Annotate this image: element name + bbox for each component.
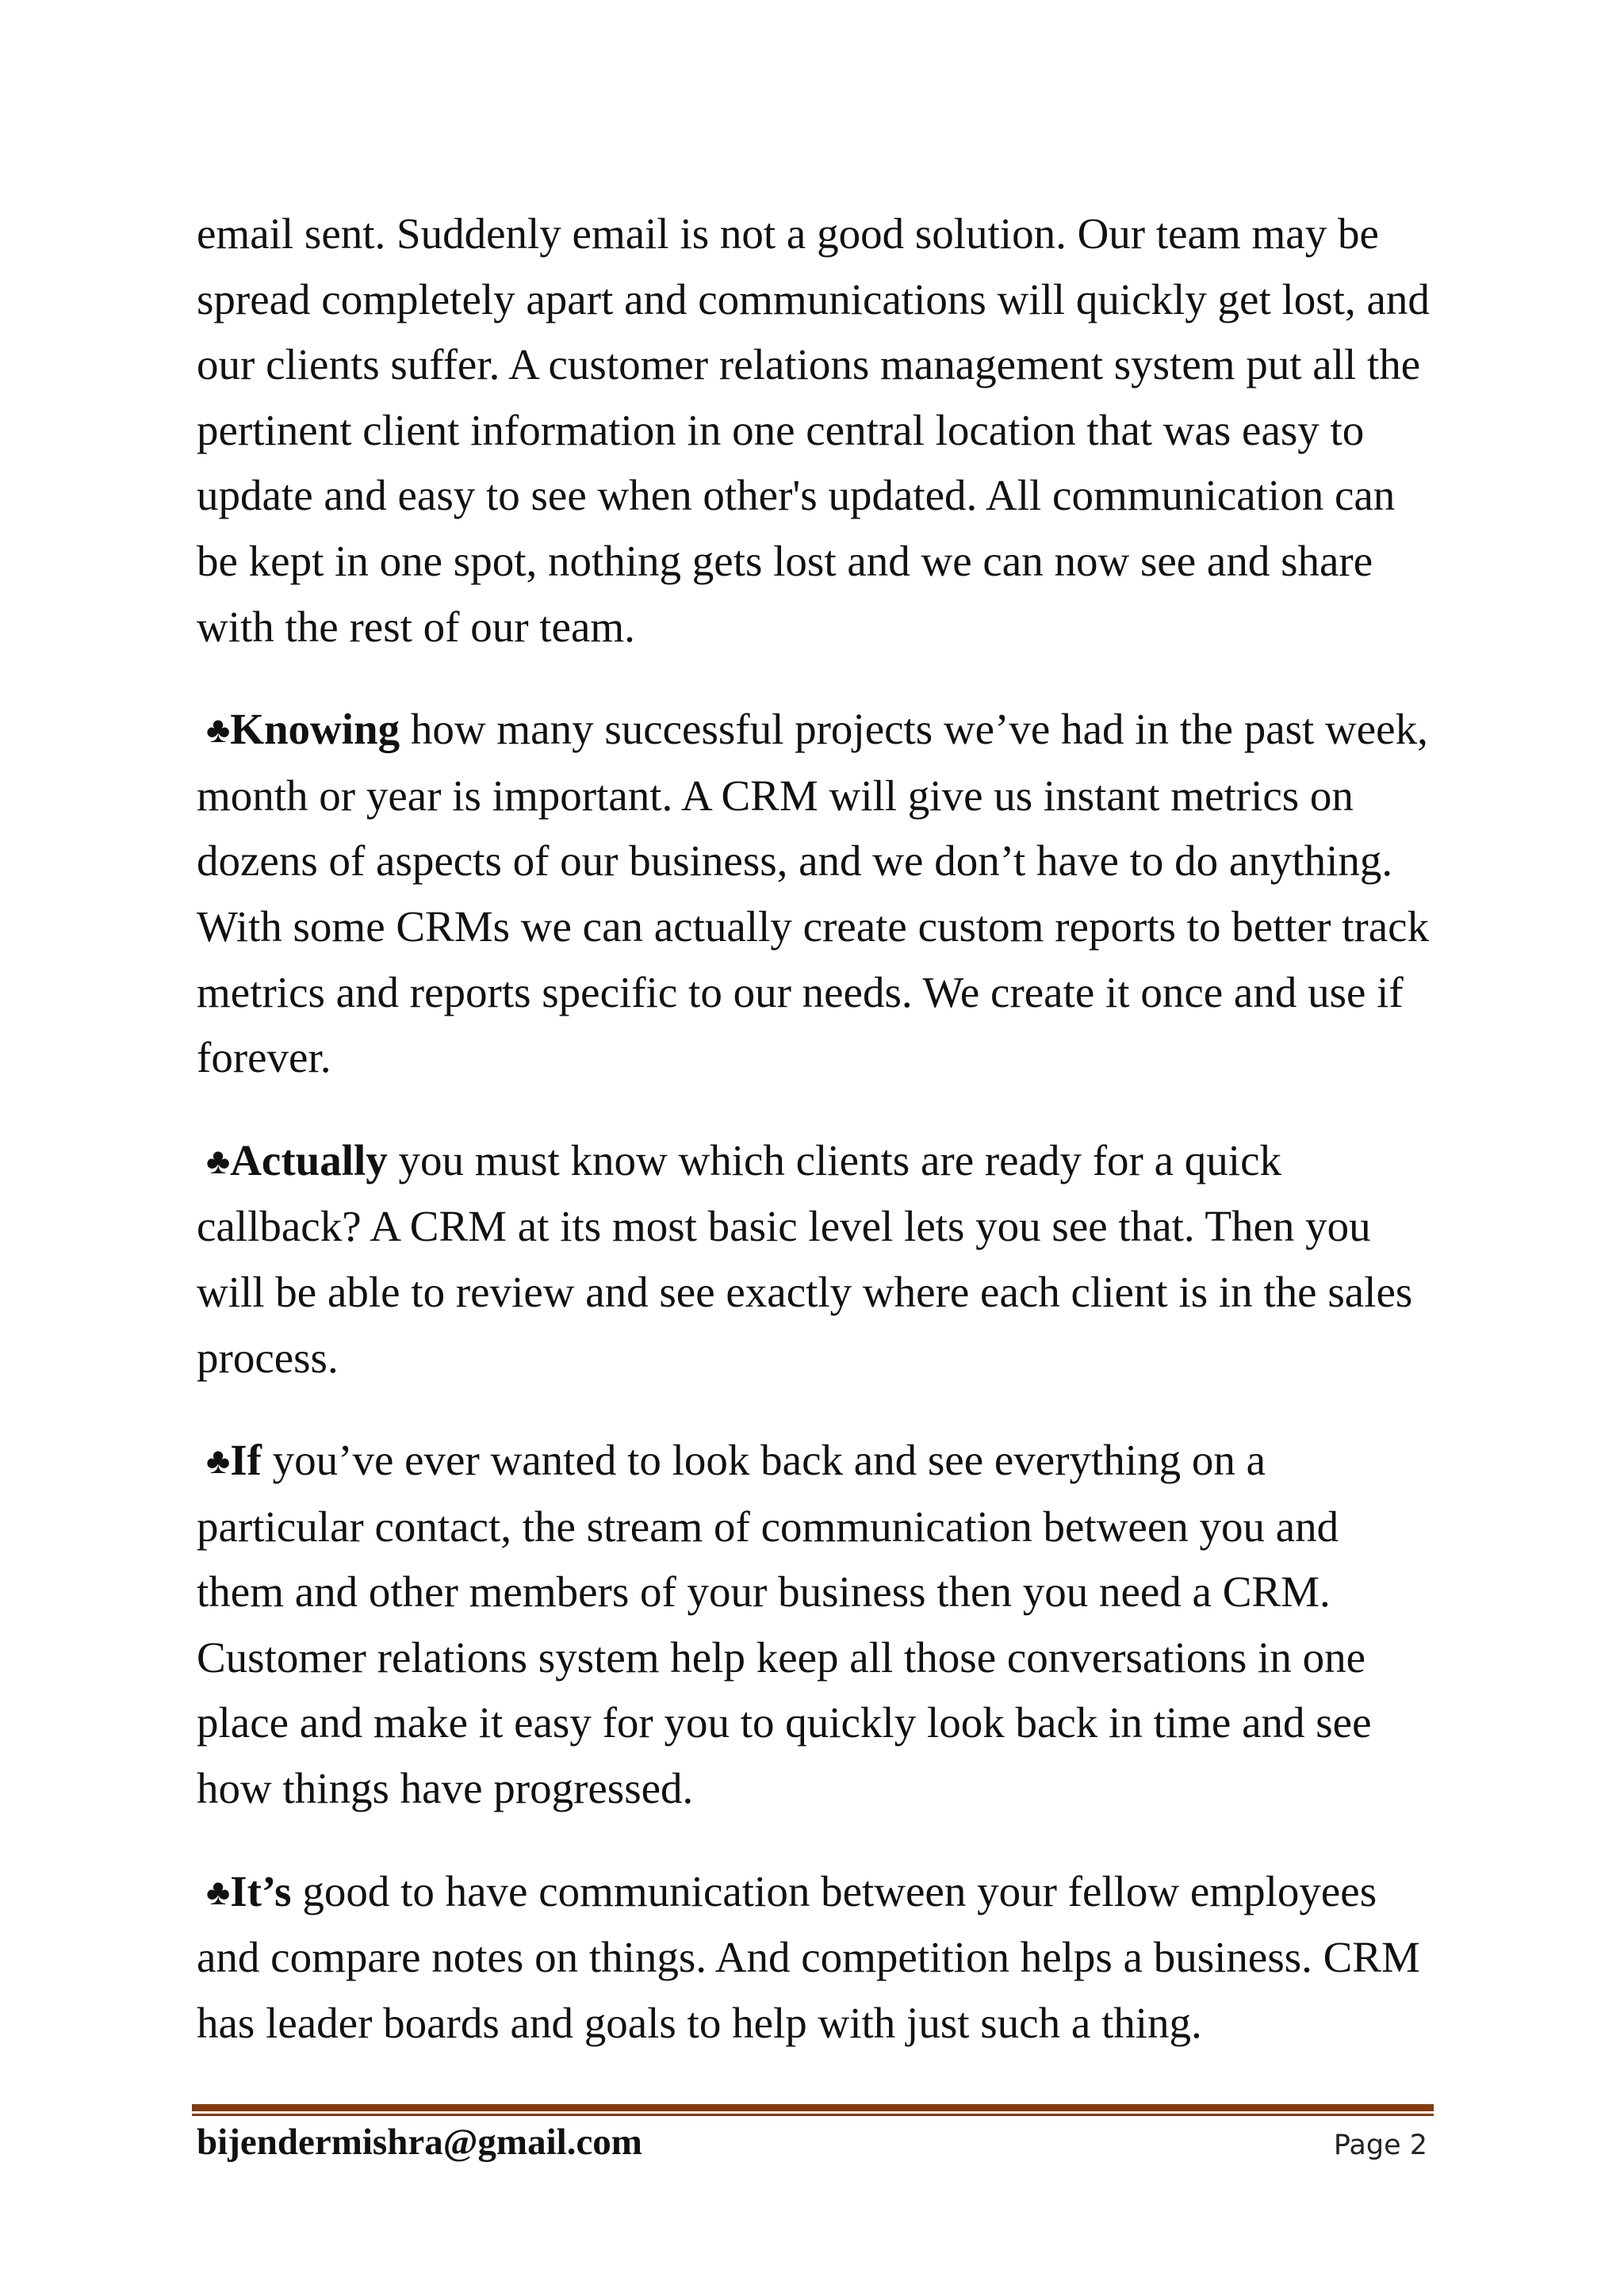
club-bullet-icon: ♣: [206, 1441, 231, 1482]
club-bullet-icon: ♣: [206, 1871, 231, 1912]
bullet-paragraph-its: [197, 1859, 1434, 2057]
club-bullet-icon: ♣: [206, 1140, 231, 1181]
bullet-paragraph-if: [197, 1428, 1434, 1822]
bullet-lead-word: Actually: [230, 1135, 388, 1184]
document-body: [197, 201, 1434, 2056]
bullet-text: good to have communication between your fellow employees and compare notes on things. And competition helps a business. CRM has leader boards and goals to help with just such a thing.: [197, 1866, 1420, 2047]
footer-email: bijendermishra@gmail.com: [197, 2122, 642, 2163]
club-bullet-icon: ♣: [206, 710, 231, 751]
bullet-lead-word: Knowing: [230, 705, 400, 754]
bullet-paragraph-knowing: [197, 697, 1434, 1091]
footer-divider-thin: [192, 2114, 1434, 2116]
footer-divider-thick: [192, 2104, 1434, 2111]
bullet-lead-word: It’s: [230, 1866, 292, 1915]
bullet-text: you’ve ever wanted to look back and see everything on a particular contact, the stream of communication between you and them and other members of your business then you need a CRM. Customer relations system help keep all those conversations in one place and make it easy for you to quickly look back in time and see how things have progressed.: [197, 1436, 1372, 1813]
bullet-text: how many successful projects we’ve had in the past week, month or year is important. A CRM will give us instant metrics on dozens of aspects of our business, and we don’t have to do anything. With some CRMs we can actually create custom reports to better track metrics and reports specific to our needs. We create it once and use if forever.: [197, 705, 1430, 1082]
bullet-lead-word: If: [230, 1436, 262, 1485]
intro-paragraph: email sent. Suddenly email is not a good solution. Our team may be spread completely apart and communications will quickly get lost, and our clients suffer. A customer relations management system put all the pertinent client information in one central location that was easy to update and easy to see when other's updated. All communication can be kept in one spot, nothing gets lost and we can now see and share with the rest of our team.: [197, 209, 1430, 651]
page-number: Page 2: [1333, 2130, 1427, 2161]
bullet-text: you must know which clients are ready for a quick callback? A CRM at its most basic level lets you see that. Then you will be able to review and see exactly where each client is in the sales process.: [197, 1135, 1413, 1382]
bullet-paragraph-actually: [197, 1128, 1434, 1391]
